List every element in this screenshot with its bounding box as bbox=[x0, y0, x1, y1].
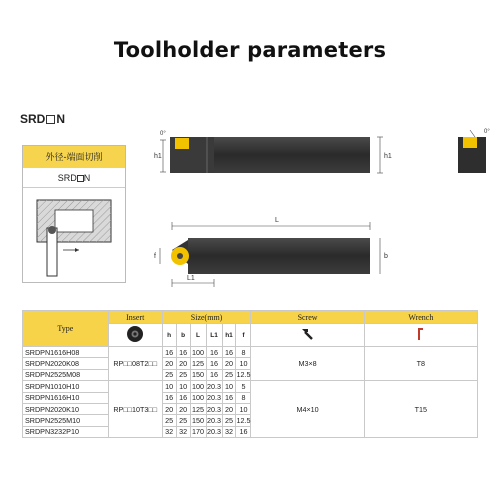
col-h: h bbox=[162, 324, 176, 347]
insert-code: RP□□10T3□□ bbox=[108, 381, 162, 438]
header-wrench: Wrench bbox=[364, 311, 477, 324]
dim-angle-right: 0° bbox=[484, 129, 490, 135]
dim-h1-right: h1 bbox=[384, 153, 392, 160]
col-h1: h1 bbox=[222, 324, 236, 347]
screw-spec: M4×10 bbox=[251, 381, 364, 438]
dim-b: b bbox=[384, 253, 388, 260]
table-row: SRDPN1010H10 RP□□10T3□□ 10 10 100 20.3 10 5 M4×10 T15 bbox=[23, 381, 478, 392]
screw-icon bbox=[251, 324, 364, 347]
insert-code: RP□□08T2□□ bbox=[108, 347, 162, 381]
application-model: SRD N bbox=[23, 168, 125, 188]
header-screw: Screw bbox=[251, 311, 364, 324]
insert-shape bbox=[175, 138, 189, 149]
table-row: SRDPN2020K08 20 20 125 16 20 10 bbox=[23, 358, 478, 369]
table-row: SRDPN3232P10 32 32 170 20.3 32 16 bbox=[23, 426, 478, 437]
table-row: SRDPN2525M10 25 25 150 20.3 25 12.5 bbox=[23, 415, 478, 426]
header-size: Size(mm) bbox=[162, 311, 251, 324]
screw-spec: M3×8 bbox=[251, 347, 364, 381]
dim-h1-left: h1 bbox=[154, 153, 162, 160]
end-view-drawing bbox=[458, 130, 486, 173]
machining-diagram bbox=[23, 188, 125, 282]
dim-angle-left: 0° bbox=[160, 131, 166, 137]
wrench-spec: T15 bbox=[364, 381, 477, 438]
application-card bbox=[22, 145, 126, 283]
col-L1: L1 bbox=[206, 324, 222, 347]
side-view-drawing bbox=[160, 137, 383, 173]
dim-L: L bbox=[275, 217, 279, 224]
header-type: Type bbox=[23, 311, 109, 347]
col-f: f bbox=[236, 324, 251, 347]
parameter-table bbox=[22, 310, 478, 438]
dim-L1: L1 bbox=[187, 275, 195, 282]
page-title: Toolholder parameters bbox=[113, 38, 387, 62]
header-insert: Insert bbox=[108, 311, 162, 324]
top-view-drawing bbox=[171, 238, 370, 274]
table-row: SRDPN1616H10 16 16 100 20.3 16 8 bbox=[23, 392, 478, 403]
wrench-spec: T8 bbox=[364, 347, 477, 381]
col-b: b bbox=[176, 324, 190, 347]
application-header: 外径-端面切削 bbox=[23, 146, 125, 168]
table-row: SRDPN2020K10 20 20 125 20.3 20 10 bbox=[23, 403, 478, 414]
col-L: L bbox=[190, 324, 206, 347]
dim-f: f bbox=[154, 253, 156, 260]
table-row: SRDPN1616H08 RP□□08T2□□ 16 16 100 16 16 8 M3×8 T8 bbox=[23, 347, 478, 358]
model-prefix: SRD bbox=[20, 112, 46, 126]
table-row: SRDPN2525M08 25 25 150 16 25 12.5 bbox=[23, 369, 478, 380]
wrench-icon bbox=[364, 324, 477, 347]
insert-icon bbox=[108, 324, 162, 347]
model-suffix: N bbox=[56, 112, 66, 126]
